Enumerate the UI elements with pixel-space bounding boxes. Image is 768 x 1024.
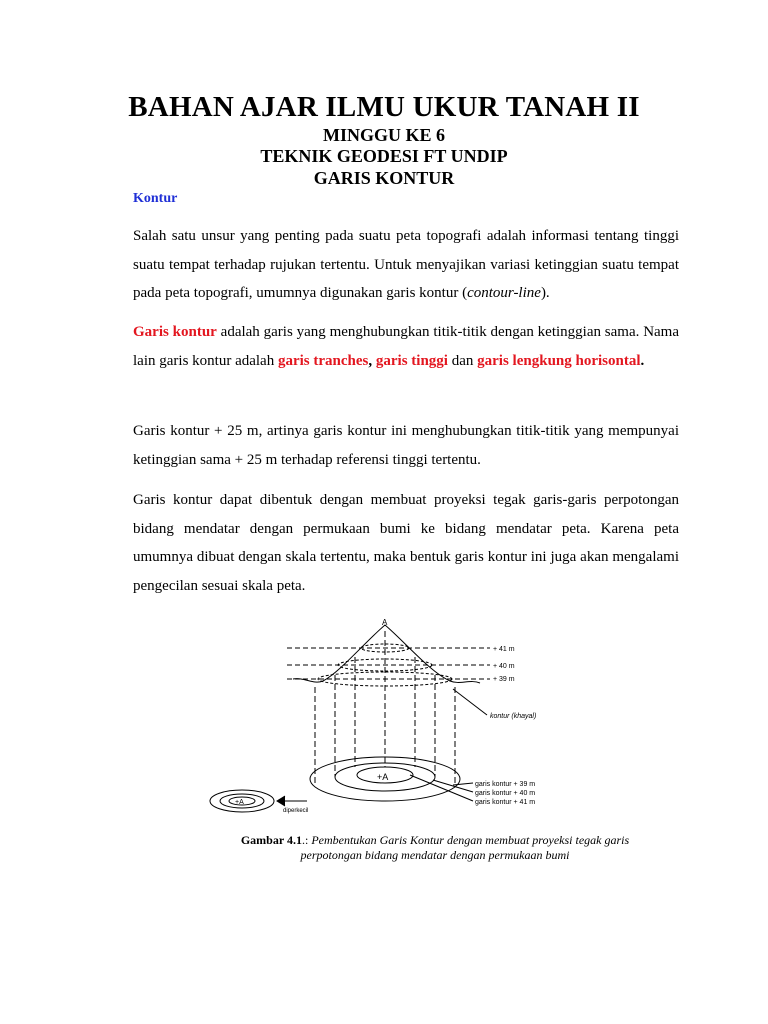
contour-label-39: garis kontur + 39 m (475, 781, 536, 788)
topic-title: GARIS KONTUR (313, 168, 455, 188)
contour-leader (410, 775, 473, 801)
contour-leader (433, 780, 473, 792)
contour-figure (205, 617, 565, 817)
paragraph-example: Garis kontur + 25 m, artinya garis kontur ini menghubungkan titik-titik yang mempunyai ketinggian sama + 25 m terhadap referensi tinggi tertentu. (133, 423, 679, 468)
imaginary-contour-label: kontur (khayal) (490, 713, 537, 720)
term-garis-kontur: Garis kontur (133, 324, 217, 340)
contour-label-41: garis kontur + 41 m (475, 799, 536, 806)
caption-separator: .: (301, 833, 312, 847)
contour-leader (453, 783, 473, 785)
paragraph-intro-text: Salah satu unsur yang penting pada suatu peta topografi adalah informasi tentang tinggi suatu tempat terhadap rujukan tertentu. Untuk menyajikan variasi ketinggian suatu tempat pada peta topografi, umumnya digunakan garis kontur ( (133, 228, 679, 301)
section-heading-kontur: Kontur (133, 191, 178, 206)
reduce-arrowhead (277, 796, 285, 806)
paragraph-intro-end: ). (540, 285, 550, 301)
term-garis-tinggi: garis tinggi (375, 352, 448, 369)
definition-end: . (640, 352, 645, 369)
document-title: BAHAN AJAR ILMU UKUR TANAH II (128, 91, 640, 123)
caption-label: Gambar 4.1 (240, 833, 302, 847)
term-garis-tranches: garis tranches (277, 352, 369, 369)
paragraph-intro (133, 222, 679, 308)
department-label: TEKNIK GEODESI FT UNDIP (260, 146, 508, 166)
separator-dan: dan (447, 352, 478, 369)
contour-label-40: garis kontur + 40 m (475, 790, 536, 797)
definition-text: adalah garis yang menghubungkan titik-titik dengan ketinggian sama. Nama lain garis kontur adalah (133, 324, 680, 369)
separator-comma: , (368, 352, 376, 369)
peak-label: A (382, 618, 388, 627)
level-label-40: + 40 m (493, 663, 515, 670)
caption-text: Pembentukan Garis Kontur dengan membuat proyeksi tegak garis perpotongan bidang mendatar dengan permukaan bumi (300, 833, 630, 862)
paragraph-definition (133, 318, 679, 375)
level-label-39: + 39 m (493, 676, 515, 683)
projection-point-label: +A (377, 772, 389, 782)
reduced-label: diperkecil (283, 808, 309, 814)
imaginary-leader (453, 689, 487, 715)
contour-diagram (205, 617, 565, 817)
level-label-41: + 41 m (493, 646, 515, 653)
week-label: MINGGU KE 6 (322, 125, 445, 145)
figure-caption (225, 833, 645, 863)
terrain-profile (293, 625, 480, 683)
contour-line-term: contour-line (467, 285, 541, 301)
paragraph-projection: Garis kontur dapat dibentuk dengan membuat proyeksi tegak garis-garis perpotongan bidang mendatar dengan permukaan bumi ke bidang mendatar peta. Karena peta umumnya dibuat dengan skala tertentu, maka bentuk garis kontur ini juga akan mengalami pengecilan sesuai skala peta. (133, 492, 679, 594)
reduced-point-label: +A (235, 799, 244, 806)
term-garis-lengkung-horisontal: garis lengkung horisontal (477, 352, 641, 369)
